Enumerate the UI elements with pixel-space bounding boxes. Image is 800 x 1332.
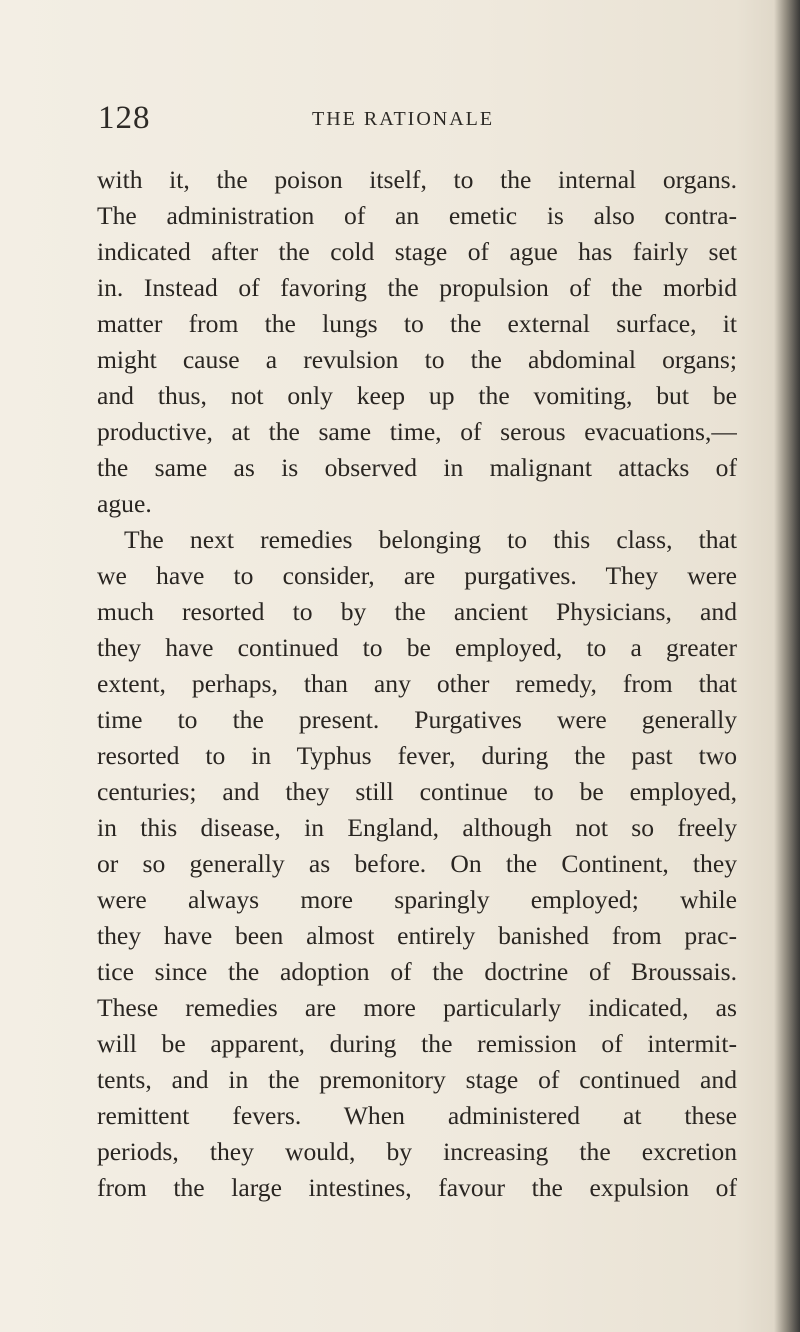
text-line: periods, they would, by increasing the excretion <box>97 1137 737 1166</box>
text-line: we have to consider, are purgatives. They were <box>97 561 737 590</box>
text-line: These remedies are more particularly indicated, as <box>97 993 737 1022</box>
text-line: will be apparent, during the remission of intermit- <box>97 1029 737 1058</box>
text-line: The administration of an emetic is also contra- <box>97 201 737 230</box>
text-line: matter from the lungs to the external surface, it <box>97 309 737 338</box>
text-line: with it, the poison itself, to the internal organs. <box>97 165 737 194</box>
text-line: remittent fevers. When administered at these <box>97 1101 737 1130</box>
text-line: resorted to in Typhus fever, during the past two <box>97 741 737 770</box>
text-line: and thus, not only keep up the vomiting, but be <box>97 381 737 410</box>
running-title: THE RATIONALE <box>312 108 495 130</box>
page-number: 128 <box>98 100 151 136</box>
text-line: they have continued to be employed, to a greater <box>97 633 737 662</box>
page-edge-shadow <box>774 0 800 1332</box>
text-line: were always more sparingly employed; while <box>97 885 737 914</box>
text-line: the same as is observed in malignant attacks of <box>97 453 737 482</box>
text-line: productive, at the same time, of serous evacuations,— <box>97 417 737 446</box>
text-line: might cause a revulsion to the abdominal organs; <box>97 345 737 374</box>
text-line: they have been almost entirely banished from prac- <box>97 921 737 950</box>
text-line: much resorted to by the ancient Physicians, and <box>97 597 737 626</box>
text-line: tents, and in the premonitory stage of continued and <box>97 1065 737 1094</box>
text-line: centuries; and they still continue to be employed, <box>97 777 737 806</box>
text-line: indicated after the cold stage of ague has fairly set <box>97 237 737 266</box>
text-line: tice since the adoption of the doctrine of Broussais. <box>97 957 737 986</box>
text-line: extent, perhaps, than any other remedy, from that <box>97 669 737 698</box>
text-line: or so generally as before. On the Continent, they <box>97 849 737 878</box>
text-line: in this disease, in England, although not so freely <box>97 813 737 842</box>
running-head <box>98 100 738 140</box>
text-line: in. Instead of favoring the propulsion of the morbid <box>97 273 737 302</box>
text-line: from the large intestines, favour the expulsion of <box>97 1173 737 1202</box>
paragraph-end-line: ague. <box>97 489 152 518</box>
body-text <box>97 162 737 1206</box>
text-line: time to the present. Purgatives were generally <box>97 705 737 734</box>
paragraph-start-line: The next remedies belonging to this class, that <box>124 525 737 554</box>
